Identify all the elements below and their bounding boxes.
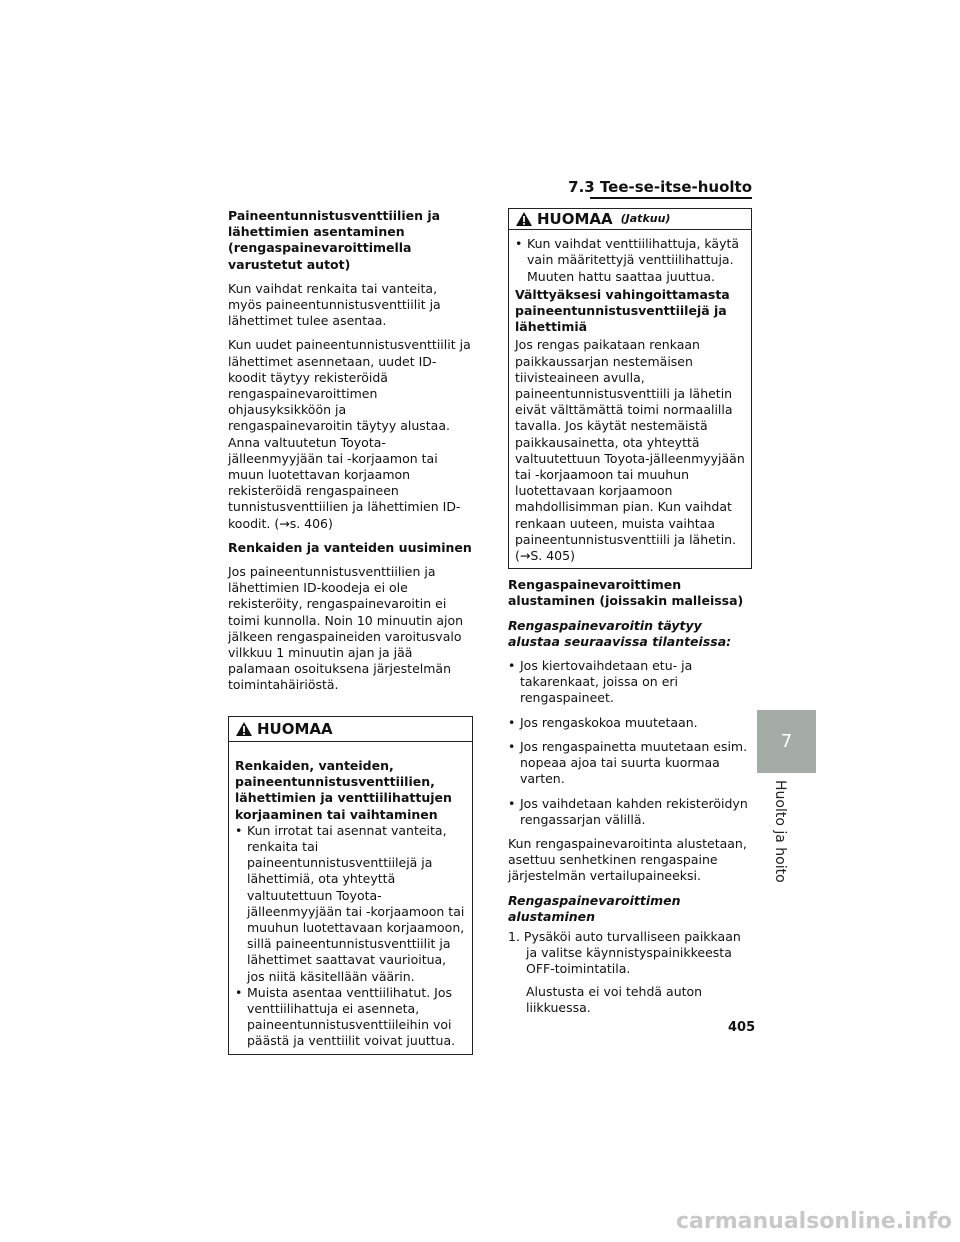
bullet-text: Jos rengaskokoa muutetaan.	[520, 714, 698, 730]
italic-heading: Rengaspainevaroitin täytyy alustaa seuraavissa tilanteissa:	[508, 617, 732, 649]
bullet-dot: •	[508, 795, 516, 811]
list-item	[508, 796, 752, 828]
warning-bullet	[515, 236, 745, 285]
warning-box-continued	[508, 208, 752, 569]
bullet-text: Jos kiertovaihdetaan etu- ja takarenkaat, joissa on eri rengaspaineet.	[520, 658, 693, 706]
right-column	[508, 208, 752, 1016]
bullet-text: Jos rengaspainetta muutetaan esim. nopeaa ajoa tai suurta kuormaa varten.	[520, 738, 748, 787]
heading-tire-replacement: Renkaiden ja vanteiden uusiminen	[228, 539, 472, 555]
warning-box	[228, 716, 473, 1055]
bullet-dot: •	[508, 738, 516, 754]
paragraph: Kun vaihdat renkaita tai vanteita, myös paineentunnistusventtiilit ja lähettimet tulee asentaa.	[228, 280, 441, 329]
list-item	[508, 658, 752, 707]
warning-icon	[235, 721, 253, 737]
warning-title: HUOMAA	[257, 719, 333, 738]
continued-label: (Jatkuu)	[620, 212, 671, 225]
step-item: 1. Pysäköi auto turvalliseen paikkaan ja valitse käynnistyspainikkeesta OFF-toimintatila.	[508, 928, 741, 977]
bullet-text: Muista asentaa venttiilihatut. Jos venttiilihattuja ei asenneta, paineentunnistusventtiileihin voi päästä ja venttiilit voivat juuttua.	[247, 984, 456, 1049]
warning-icon	[515, 211, 533, 227]
warning-body	[229, 742, 472, 1054]
warning-bullet	[235, 823, 466, 985]
warning-header	[229, 717, 472, 742]
bullet-dot: •	[235, 822, 243, 838]
italic-heading: Rengaspainevaroittimen alustaminen	[508, 892, 681, 924]
warning-header	[509, 209, 751, 230]
warning-heading: Välttyäksesi vahingoittamasta paineentunnistusventtiilejä ja lähettimiä	[515, 286, 730, 335]
page-number: 405	[728, 1020, 756, 1035]
warning-heading: Renkaiden, vanteiden, paineentunnistusventtiilien, lähettimien ja venttiilihattujen korjaaminen tai vaihtaminen	[235, 757, 452, 822]
paragraph: Kun rengaspainevaroitinta alustetaan, asettuu senhetkinen rengaspaine järjestelmän vertailupaineeksi.	[508, 835, 747, 884]
list-item	[508, 715, 752, 731]
chapter-tab: 7	[757, 710, 816, 773]
warning-title: HUOMAA	[537, 210, 613, 228]
bullet-text: Jos vaihdetaan kahden rekisteröidyn rengassarjan välillä.	[520, 795, 748, 827]
section-title: 7.3 Tee-se-itse-huolto	[568, 178, 752, 196]
warning-body	[509, 230, 751, 568]
bullet-dot: •	[235, 984, 243, 1000]
heading-sensor-install: Paineentunnistusventtiilien ja lähettimien asentaminen (rengaspainevaroittimella varustetut autot)	[228, 208, 441, 272]
left-column	[228, 208, 473, 1055]
step-note: Alustusta ei voi tehdä auton liikkuessa.	[526, 983, 703, 1015]
bullet-dot: •	[515, 236, 523, 252]
chapter-label: Huolto ja hoito	[772, 780, 788, 883]
warning-bullet	[235, 985, 466, 1050]
header-rule	[590, 197, 752, 199]
paragraph: Jos paineentunnistusventtiilien ja lähettimien ID-koodeja ei ole rekisteröity, rengaspainevaroitin ei toimi kunnolla. Noin 10 minuutin ajon jälkeen rengaspaineiden varoitusvalo vilkkuu 1 minuutin ajan ja jää palamaan osoituksena järjestelmän toimintahäiriöstä.	[228, 564, 464, 693]
bullet-text: Kun vaihdat venttiilihattuja, käytä vain määritettyjä venttiilihattuja. Muuten hattu saattaa juuttua.	[527, 236, 740, 284]
heading-reset: Rengaspainevaroittimen alustaminen (joissakin malleissa)	[508, 577, 744, 609]
list-item	[508, 739, 752, 788]
warning-paragraph: Jos rengas paikataan renkaan paikkaussarjan nestemäisen tiivisteaineen avulla, paineentunnistusventtiili ja lähetin eivät välttämättä toimi normaalilla tavalla. Jos käytät nestemäistä paikkausainetta, ota yhteyttä valtuutettuun Toyota-jälleenmyyjään tai -korjaamoon tai muuhun luotettavaan korjaamoon mahdollisimman pian. Kun vaihdat renkaan uuteen, muista vaihtaa paineentunnistusventtiili ja lähetin. (→S. 405)	[515, 337, 745, 564]
bullet-dot: •	[508, 714, 516, 730]
paragraph: Kun uudet paineentunnistusventtiilit ja lähettimet asennetaan, uudet ID-koodit täytyy rekisteröidä rengaspainevaroittimen ohjausyksikköön ja rengaspainevaroitin täytyy alustaa. Anna valtuutetun Toyota-jälleenmyyjään tai -korjaamon tai muun luotettavan korjaamon rekisteröidä rengaspaineen tunnistusventtiilien ja lähettimien ID-koodit. (→s. 406)	[228, 337, 471, 531]
watermark: carmanualsonline.info	[676, 1209, 952, 1234]
bullet-text: Kun irrotat tai asennat vanteita, renkaita tai paineentunnistusventtiilejä ja lähettimiä, ota yhteyttä valtuutettuun Toyota-jälleenmyyjään tai -korjaamoon tai muuhun luotettavaan korjaamoon, sillä paineentunnistusventtiilit ja lähettimet saattavat vaurioitua, jos niitä käsitellään väärin.	[247, 822, 465, 984]
bullet-dot: •	[508, 658, 516, 674]
